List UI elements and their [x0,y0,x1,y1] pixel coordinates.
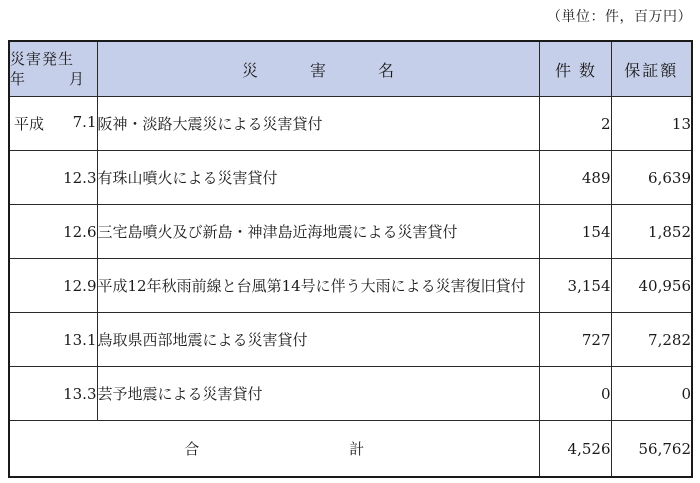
total-row [9,421,692,478]
row-count: 2 [539,97,611,151]
table-row [9,259,692,313]
row-amount: 7,282 [611,313,692,367]
header-disaster-name: 災害名 [97,41,539,97]
header-era-line2 [10,69,97,89]
row-disaster-name: 鳥取県西部地震による災害貸付 [97,313,539,367]
total-amount: 56,762 [611,421,692,478]
header-era-month: 月 [69,70,85,88]
header-amount: 保証額 [611,41,692,97]
row-era [9,259,97,313]
row-disaster-name: 三宅島噴火及び新島・神津島近海地震による災害貸付 [97,205,539,259]
header-count: 件数 [539,41,611,97]
row-amount: 40,956 [611,259,692,313]
unit-note: （単位：件，百万円） [547,9,692,25]
row-year-month: 12.9 [63,276,97,295]
header-era [9,41,97,97]
table-row [9,205,692,259]
total-label [9,421,539,478]
row-amount: 13 [611,97,692,151]
row-amount: 6,639 [611,151,692,205]
table-row [9,367,692,421]
row-amount: 1,852 [611,205,692,259]
row-year-month: 7.1 [72,113,97,131]
disaster-loan-table [8,40,693,478]
header-era-year: 年 [10,70,26,88]
row-era-prefix: 平成 [14,115,45,133]
total-label-a: 合 [184,440,200,458]
row-disaster-name: 平成12年秋雨前線と台風第14号に伴う大雨による災害復旧貸付 [97,259,539,313]
table-row [9,151,692,205]
table-row [9,97,692,151]
header-era-line1: 災害発生 [10,50,75,68]
row-amount: 0 [611,367,692,421]
row-era [9,97,97,151]
row-era [9,151,97,205]
total-label-b: 計 [349,440,365,458]
row-year-month: 13.1 [63,330,97,349]
table-row [9,313,692,367]
row-disaster-name: 有珠山噴火による災害貸付 [97,151,539,205]
row-count: 727 [539,313,611,367]
total-count: 4,526 [539,421,611,478]
row-count: 154 [539,205,611,259]
row-year-month: 12.3 [63,168,97,187]
row-era [9,313,97,367]
row-disaster-name: 阪神・淡路大震災による災害貸付 [97,97,539,151]
row-year-month: 12.6 [63,222,97,241]
row-count: 0 [539,367,611,421]
row-count: 3,154 [539,259,611,313]
row-era [9,205,97,259]
table-header-row [9,41,692,97]
row-year-month: 13.3 [63,384,97,403]
row-count: 489 [539,151,611,205]
row-disaster-name: 芸予地震による災害貸付 [97,367,539,421]
row-era [9,367,97,421]
